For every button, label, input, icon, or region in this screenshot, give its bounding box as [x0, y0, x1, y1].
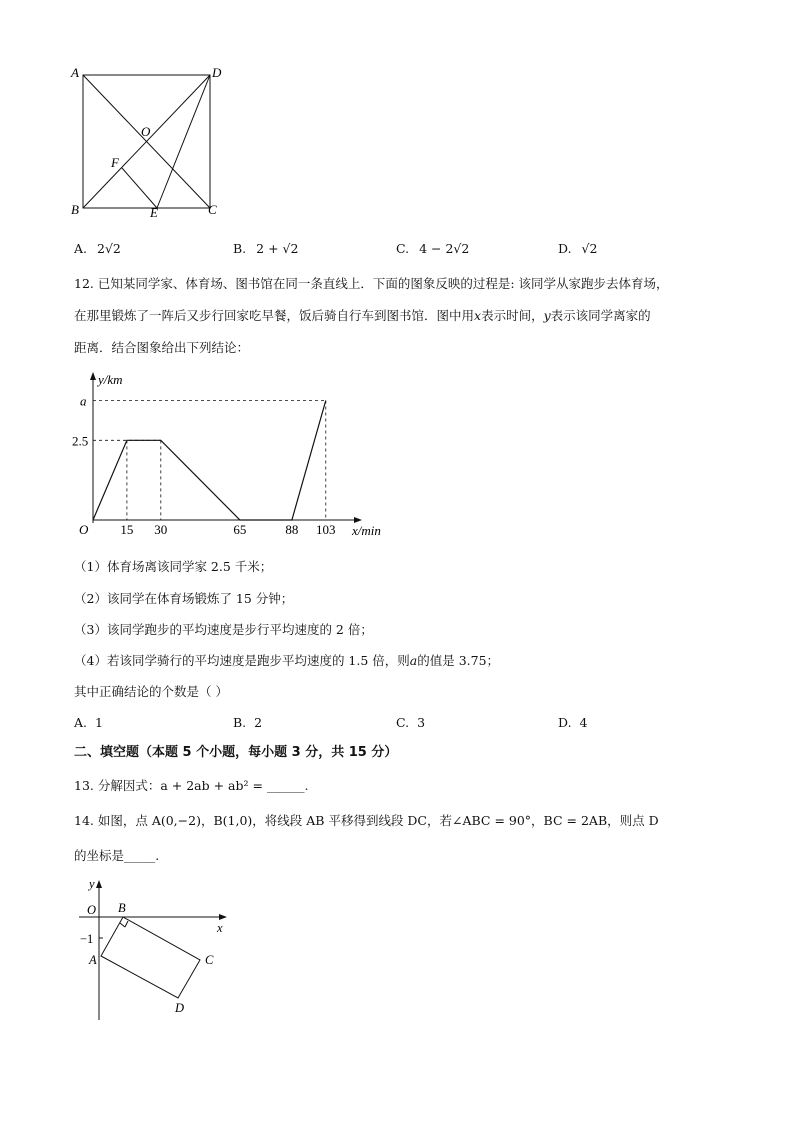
stem-text: 在那里锻炼了一阵后又步行回家吃早餐，饭后骑自行车到图书馆．图中用 [74, 308, 475, 323]
conclusion-2: （2）该同学在体育场锻炼了 15 分钟； [74, 591, 294, 606]
conclusion-text: 的值是 3.75； [417, 653, 500, 668]
y-axis-arrow [90, 372, 96, 380]
quadrilateral-abcd [101, 917, 200, 998]
segment-fe [122, 168, 157, 208]
q11-option-a[interactable] [74, 240, 121, 258]
right-angle-mark [120, 923, 125, 927]
y-axis-arrow [96, 880, 102, 888]
option-text: 1 [95, 715, 103, 730]
y-tick-label-2.5: 2.5 [72, 433, 89, 449]
label-d: D [212, 65, 222, 80]
q12-option-d[interactable] [558, 714, 588, 732]
q12-question: 其中正确结论的个数是（ ） [74, 684, 228, 699]
right-angle-mark-2 [125, 921, 128, 927]
x-tick-label-15: 15 [120, 522, 134, 537]
var-x: x [474, 308, 482, 323]
q14-line1: 14. 如图，点 A(0,−2)，B(1,0)，将线段 AB 平移得到线段 DC，若∠ABC = 90°，BC = 2AB，则点 D [74, 813, 659, 828]
option-letter: B. [233, 715, 247, 730]
conclusion-1: （1）体育场离该同学家 2.5 千米； [74, 559, 273, 574]
distance-series-line [93, 400, 326, 520]
var-y: y [543, 308, 551, 323]
q11-option-c[interactable] [396, 240, 469, 258]
q12-stem-line2 [74, 307, 651, 325]
section-heading: 二、填空题（本题 5 个小题，每小题 3 分，共 15 分） [74, 745, 398, 760]
option-text: 2 [254, 715, 263, 730]
label-o: O [141, 124, 151, 139]
option-letter: D. [558, 715, 572, 730]
x-tick-label-88: 88 [285, 522, 299, 537]
stem-text: 表示该同学离家的 [550, 308, 651, 323]
minus-one-label: −1 [80, 932, 94, 946]
conclusion-4 [74, 652, 499, 670]
x-label: x [217, 921, 223, 935]
conclusion-3: （3）该同学跑步的平均速度是步行平均速度的 2 倍； [74, 622, 373, 637]
label-f: F [111, 155, 119, 170]
option-text: 2√2 [97, 241, 121, 256]
x-axis-arrow [219, 914, 227, 920]
option-text: 4 [579, 715, 588, 730]
option-letter: A. [74, 241, 88, 256]
origin-label: O [79, 522, 89, 537]
var-a: a [409, 653, 418, 668]
option-text: 4 − 2√2 [419, 241, 470, 256]
conclusion-text: （4）若该同学骑行的平均速度是跑步平均速度的 1.5 倍，则 [74, 653, 410, 668]
option-letter: C. [396, 715, 410, 730]
y-label: y [89, 877, 95, 891]
q14-line2: 的坐标是_____. [74, 848, 160, 863]
q11-option-d[interactable] [558, 240, 597, 258]
label-c: C [208, 202, 217, 217]
q12-option-b[interactable] [233, 714, 262, 732]
y-tick-label-a: a [80, 393, 87, 409]
x-tick-label-30: 30 [154, 522, 168, 537]
q13: 13. 分解因式：a + 2ab + ab² = ______. [74, 778, 309, 793]
square-figure [60, 60, 240, 230]
label-e: E [150, 205, 158, 220]
distance-time-chart [60, 365, 400, 540]
segment-de [157, 75, 210, 208]
x-axis-label: x/min [352, 523, 381, 538]
x-tick-label-103: 103 [316, 522, 336, 537]
option-letter: A. [74, 715, 88, 730]
q11-option-b[interactable] [233, 240, 298, 258]
stem-text: 距离．结合图象给出下列结论： [74, 340, 250, 355]
point-b-label: B [118, 901, 126, 915]
label-b: B [71, 202, 79, 217]
x-tick-label-65: 65 [233, 522, 247, 537]
option-letter: B. [233, 241, 247, 256]
label-a: A [71, 65, 79, 80]
q12-option-c[interactable] [396, 714, 425, 732]
q12-stem-line1 [74, 275, 669, 293]
option-text: 3 [417, 715, 426, 730]
y-axis-label: y/km [98, 372, 123, 387]
coordinate-figure [75, 872, 245, 1022]
origin-label: O [87, 903, 97, 917]
option-text: √2 [581, 241, 598, 256]
point-c-label: C [205, 953, 214, 967]
question-number: 12. [74, 276, 94, 291]
q12-option-a[interactable] [74, 714, 103, 732]
option-letter: C. [396, 241, 410, 256]
stem-text: 表示时间， [481, 308, 544, 323]
q12-stem-line3 [74, 339, 249, 357]
option-letter: D. [558, 241, 572, 256]
point-a-label: A [89, 953, 97, 967]
stem-text: 已知某同学家、体育场、图书馆在同一条直线上．下面的图象反映的过程是: 该同学从家跑步去体育场， [97, 276, 669, 291]
option-text: 2 + √2 [256, 241, 299, 256]
point-d-label: D [175, 1001, 185, 1015]
